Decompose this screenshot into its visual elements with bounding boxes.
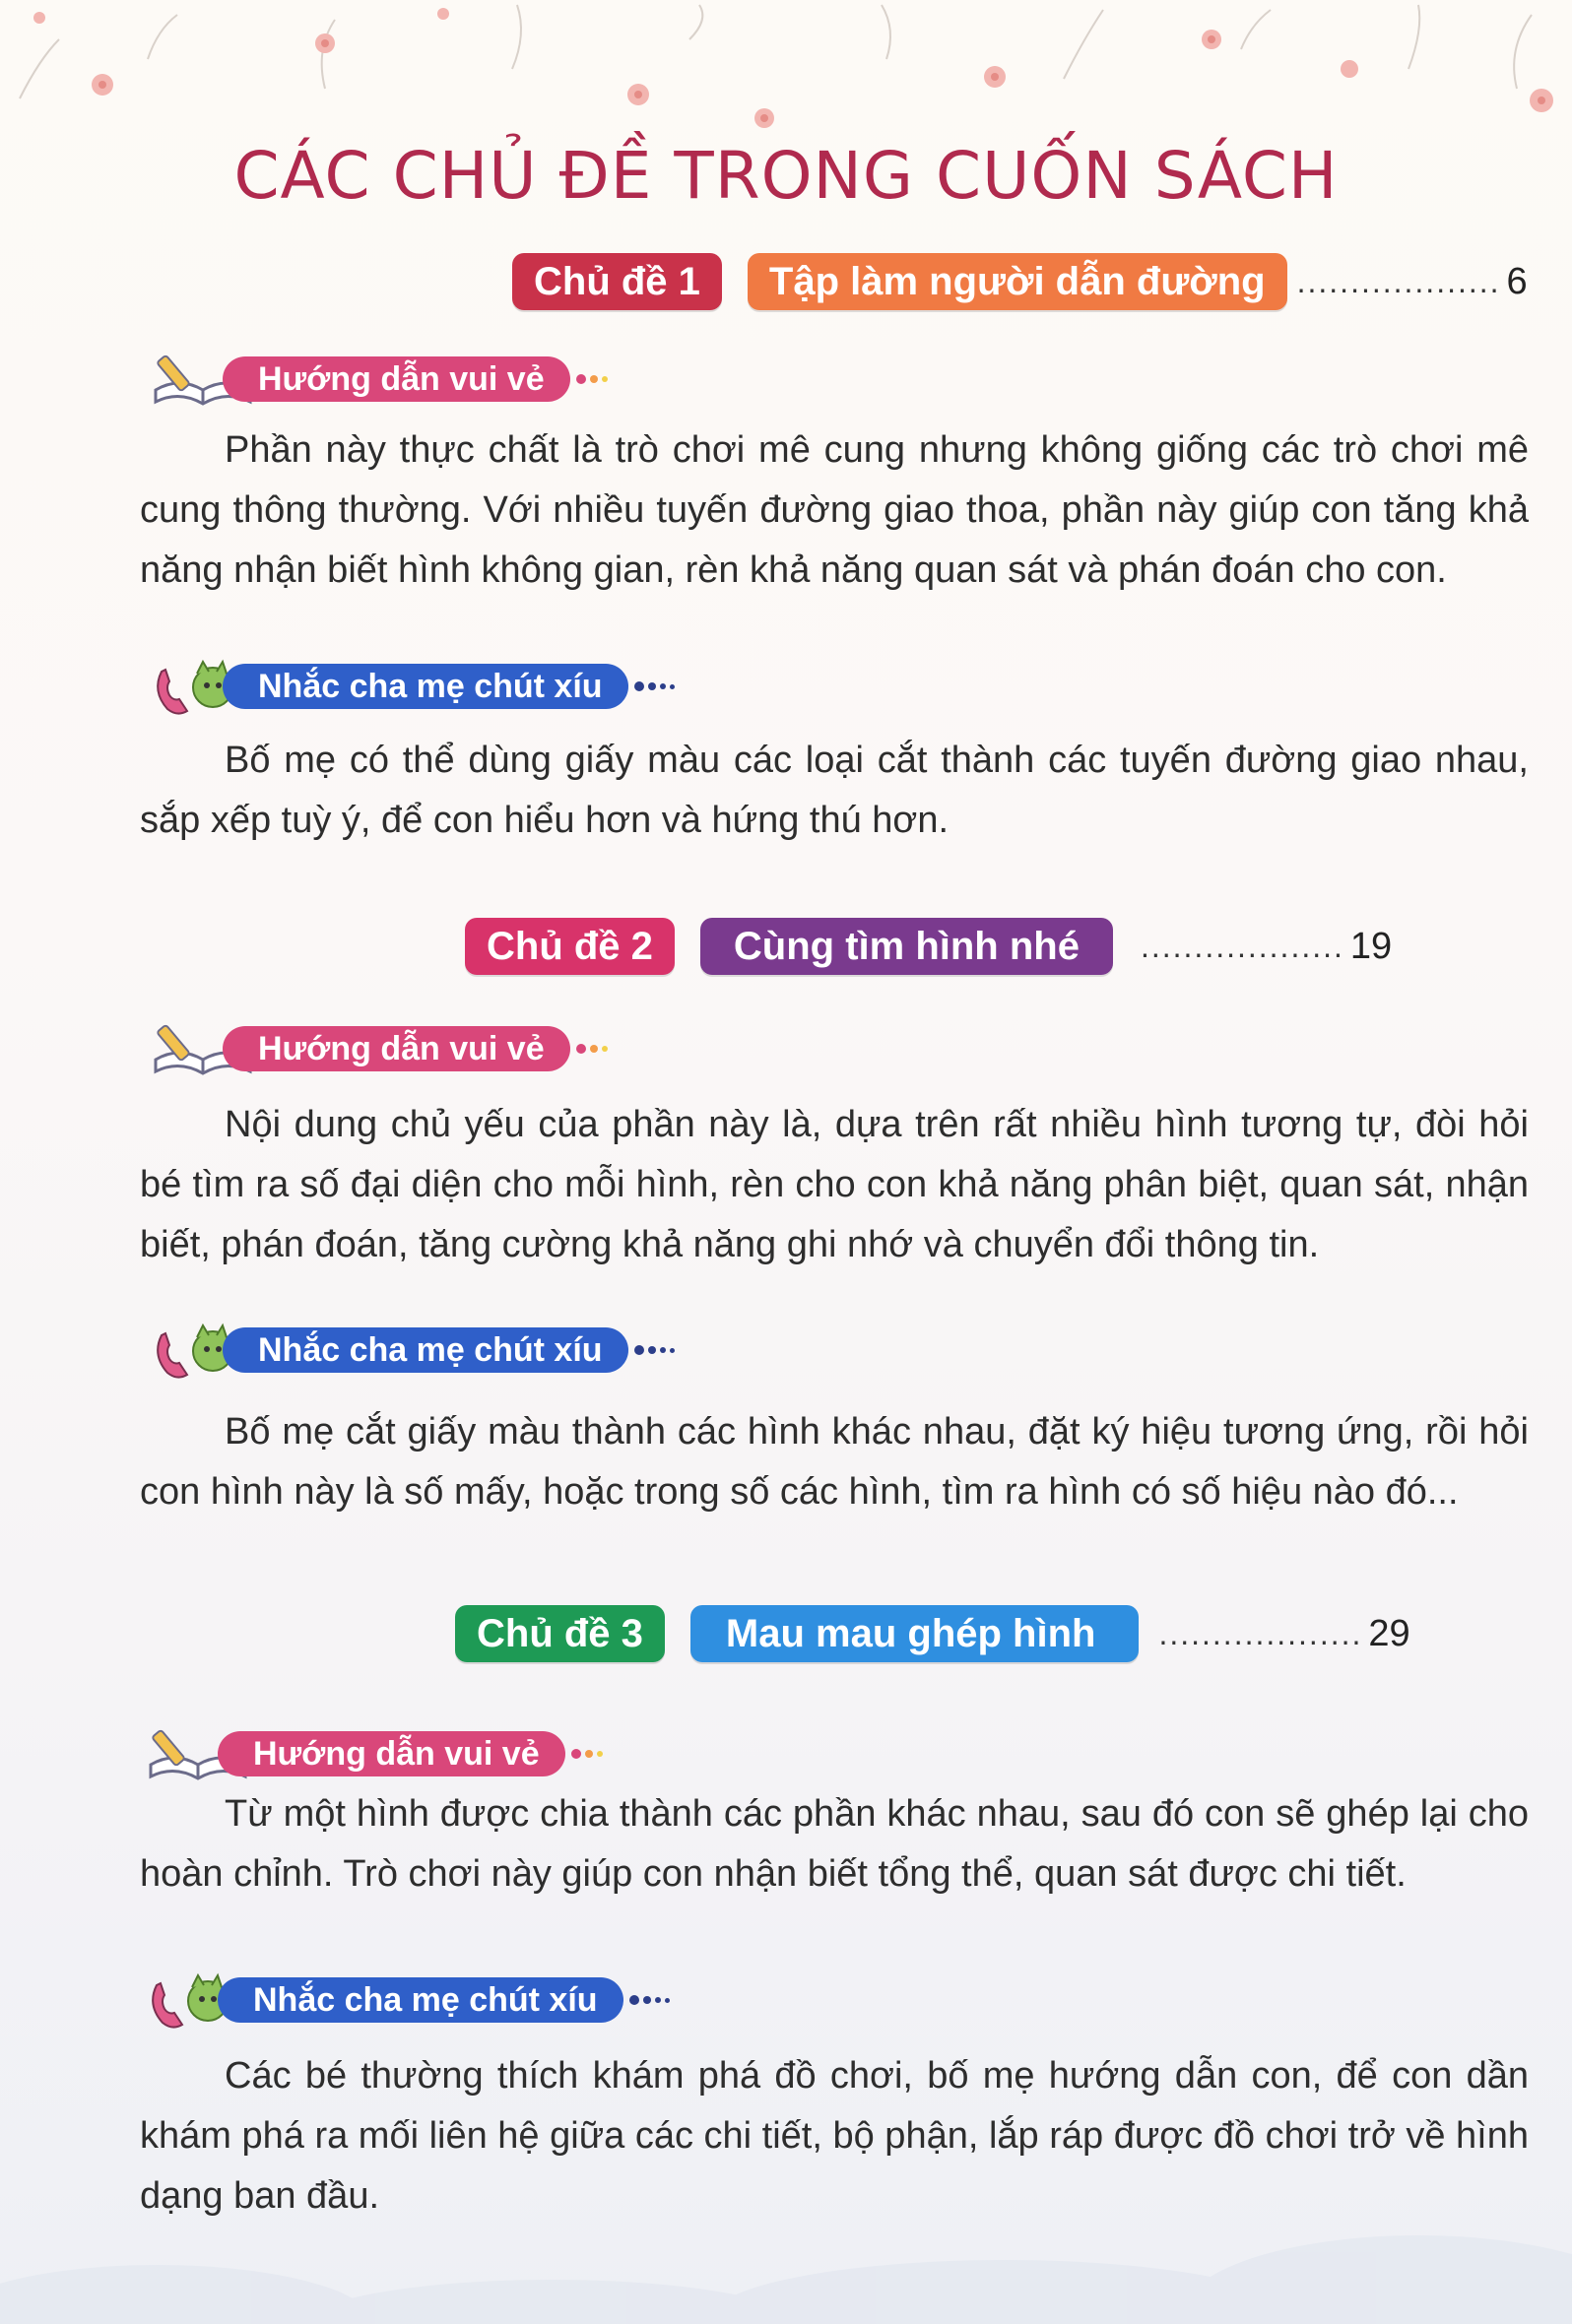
chapter-1-name: Tập làm người dẫn đường bbox=[748, 253, 1287, 310]
guide-tag bbox=[148, 345, 612, 414]
reminder-tag bbox=[143, 1966, 674, 2034]
reminder-tag-title: Nhắc cha mẹ chút xíu bbox=[223, 1327, 628, 1373]
chapter-2-name: Cùng tìm hình nhé bbox=[700, 918, 1113, 975]
guide-tag bbox=[148, 1014, 612, 1083]
leader-dots: ................... bbox=[1140, 928, 1344, 964]
chapter-1-page-number: 6 bbox=[1506, 260, 1528, 302]
dot-trail bbox=[571, 1749, 607, 1759]
dot-trail bbox=[576, 374, 612, 384]
reminder-tag-title: Nhắc cha mẹ chút xíu bbox=[223, 664, 628, 709]
chapter-3-name: Mau mau ghép hình bbox=[690, 1605, 1140, 1662]
dot-trail bbox=[634, 681, 679, 691]
chapter-2-heading[interactable] bbox=[465, 916, 1392, 977]
guide-tag-title: Hướng dẫn vui vẻ bbox=[223, 1026, 570, 1071]
guide-tag-title: Hướng dẫn vui vẻ bbox=[223, 356, 570, 402]
page-title: CÁC CHỦ ĐỀ TRONG CUỐN SÁCH bbox=[233, 138, 1339, 214]
chapter-2-guide-text: Nội dung chủ yếu của phần này là, dựa trên rất nhiều hình tương tự, đòi hỏi bé tìm ra số đại diện cho mỗi hình, rèn cho con khả năng phân biệt, quan sát, nhận biết, phán đoán, tăng cường khả năng ghi nhớ và chuyển đổi thông tin. bbox=[140, 1104, 1529, 1265]
reminder-tag bbox=[148, 1316, 679, 1385]
chapter-1-guide-text: Phần này thực chất là trò chơi mê cung nhưng không giống các trò chơi mê cung thông thường. Với nhiều tuyến đường giao thoa, phần này giúp con tăng khả năng nhận biết hình không gian, rèn khả năng quan sát và phán đoán cho con. bbox=[140, 429, 1529, 591]
chapter-3-label: Chủ đề 3 bbox=[455, 1605, 665, 1662]
chapter-3-page-number: 29 bbox=[1368, 1612, 1410, 1654]
floral-border-top bbox=[0, 0, 1572, 138]
chapter-3-guide-text: Từ một hình được chia thành các phần khác nhau, sau đó con sẽ ghép lại cho hoàn chỉnh. Trò chơi này giúp con nhận biết tổng thể, quan sát được chi tiết. bbox=[140, 1793, 1529, 1895]
chapter-2-page-number: 19 bbox=[1349, 925, 1393, 967]
guide-tag bbox=[143, 1719, 607, 1788]
dot-trail bbox=[629, 1995, 674, 2005]
chapter-2-label: Chủ đề 2 bbox=[465, 918, 675, 975]
reminder-tag-title: Nhắc cha mẹ chút xíu bbox=[218, 1977, 623, 2023]
chapter-2-reminder-text: Bố mẹ cắt giấy màu thành các hình khác nhau, đặt ký hiệu tương ứng, rồi hỏi con hình này là số mấy, hoặc trong số các hình, tìm ra hình có số hiệu nào đó... bbox=[140, 1411, 1529, 1513]
chapter-1-reminder-text: Bố mẹ có thể dùng giấy màu các loại cắt thành các tuyến đường giao nhau, sắp xếp tuỳ ý, để con hiểu hơn và hứng thú hơn. bbox=[140, 740, 1529, 841]
reminder-tag bbox=[148, 652, 679, 721]
chapter-1-heading[interactable] bbox=[512, 251, 1528, 312]
dot-trail bbox=[576, 1044, 612, 1054]
leader-dots: ................... bbox=[1296, 263, 1501, 299]
leader-dots: ................... bbox=[1158, 1615, 1363, 1651]
dot-trail bbox=[634, 1345, 679, 1355]
chapter-1-label: Chủ đề 1 bbox=[512, 253, 722, 310]
chapter-3-reminder-text: Các bé thường thích khám phá đồ chơi, bố mẹ hướng dẫn con, để con dần khám phá ra mối liên hệ giữa các chi tiết, bộ phận, lắp ráp được đồ chơi trở về hình dạng ban đầu. bbox=[140, 2055, 1529, 2217]
guide-tag-title: Hướng dẫn vui vẻ bbox=[218, 1731, 565, 1776]
chapter-3-heading[interactable] bbox=[455, 1603, 1410, 1664]
bottom-cloud-decoration bbox=[0, 2107, 1572, 2324]
